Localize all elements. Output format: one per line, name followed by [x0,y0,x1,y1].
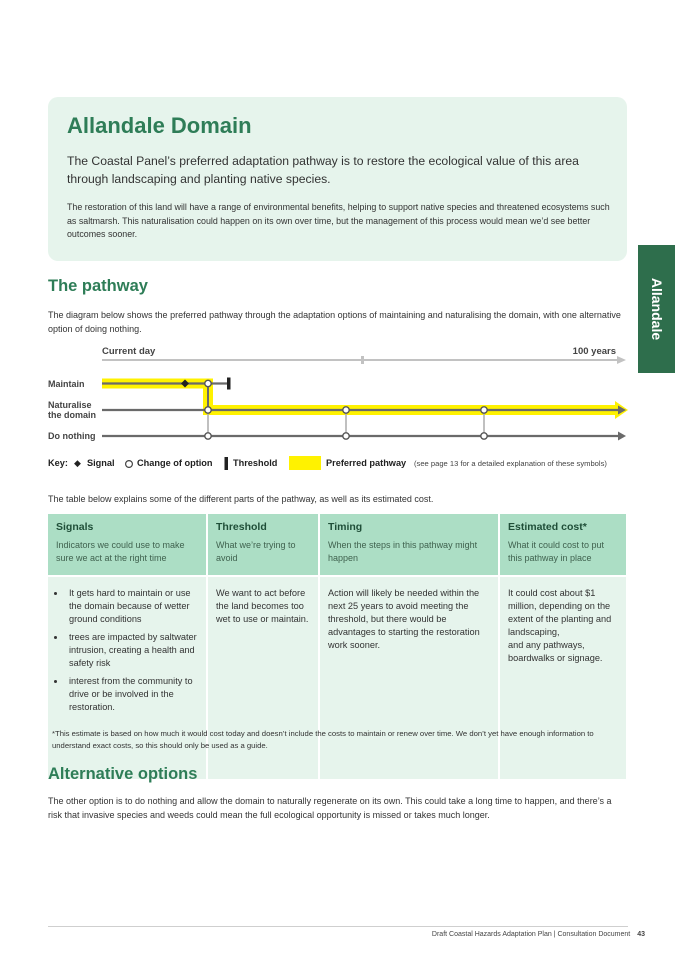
footer [432,931,645,938]
alternatives-text: The other option is to do nothing and allow the domain to naturally regenerate on its own. This could take a long time to happen, and there’s a risk that invasive species and weeds could mean the full ecological opportunity is missed or takes much longer. [48,796,612,820]
alternatives-heading: Alternative options [48,765,198,783]
side-tab-label: Allandale [648,277,665,341]
intro-body: The restoration of this land will have a range of environmental benefits, helping to support native species and threatened ecosystems such as saltmarsh. This naturalisation could happen on its own over time, but the management of this process would mean we’d see better outcomes sooner. [67,202,610,239]
intro-box [48,97,627,261]
maintain-threshold-bar [227,378,231,390]
intro-lead: The Coastal Panel’s preferred adaptation pathway is to restore the ecological value of this area through landscaping and planting native species. [67,154,579,186]
row-label-maintain: Maintain [48,379,85,389]
key-note: (see page 13 for a detailed explanation of these symbols) [414,459,607,468]
change-option-circle [205,433,211,439]
timeline-arrowhead [617,356,626,364]
timeline-end-label: 100 years [572,346,616,357]
key-change-label: Change of option [137,458,213,468]
table-header-timing: Timing When the steps in this pathway might happen [320,514,498,575]
timing-cell: Action will likely be needed within the next 25 years to avoid meeting the threshold, but there would be advantages to starting the restoration work sooner. [320,577,498,779]
preferred-pathway-swatch [289,456,321,470]
cost-text-1: It could cost about $1 million, depending on the extent of the planting and landscaping, [508,588,612,637]
signal-diamond-icon: ◆ [74,458,82,468]
page-title: Allandale Domain [67,113,252,138]
timeline-midpoint-tick [361,356,364,364]
footer-doc-title: Draft Coastal Hazards Adaptation Plan | Consultation Document [431,931,631,938]
page-number: 43 [637,931,645,938]
table-header-signals: Signals Indicators we could use to make sure we act at the right time [48,514,206,575]
table-header-threshold: Threshold What we’re trying to avoid [208,514,318,575]
change-option-circle-icon [124,456,134,472]
row-label-do-nothing: Do nothing [48,431,96,441]
change-option-circle [343,407,349,413]
key-label: Key: [48,458,68,468]
do-nothing-arrowhead [618,432,626,441]
key-signal-label: Signal [87,458,115,468]
pathway-description: The diagram below shows the preferred pathway through the adaptation options of maintaining and naturalising the domain, with one alternative option of doing nothing. [48,310,621,334]
section-side-tab [638,245,675,373]
pathway-heading: The pathway [48,277,148,295]
row-label-naturalise-line1: Naturalise [48,400,92,410]
row-label-naturalise-line2: the domain [48,410,97,420]
key-preferred-label: Preferred pathway [326,458,407,468]
threshold-bar-icon [224,457,229,472]
signal-item: • It gets hard to maintain or use the domain because of wetter ground conditions [66,587,198,626]
change-option-circle [343,433,349,439]
change-option-circle [205,380,211,386]
pathway-diagram [48,343,633,445]
change-option-circle [205,407,211,413]
key-threshold-label: Threshold [233,458,278,468]
cost-text-2: and any pathways, boardwalks or signage. [508,640,603,663]
table-header-cost: Estimated cost* What it could cost to put this pathway in place [500,514,626,575]
change-option-circle [481,433,487,439]
signal-item: • interest from the community to drive or be involved in the restoration. [66,675,198,714]
change-option-circle [481,407,487,413]
signal-item: • trees are impacted by saltwater intrusion, creating a health and safety risk [66,631,198,670]
diagram-key [48,456,638,472]
timeline-start-label: Current day [102,346,156,357]
footer-divider [48,926,628,927]
table-intro: The table below explains some of the different parts of the pathway, as well as its estimated cost. [48,494,434,504]
threshold-cell: We want to act before the land becomes too wet to use or maintain. [208,577,318,779]
cost-footnote: *This estimate is based on how much it would cost today and doesn’t include the costs to maintain or renew over time. We don’t yet have enough information to understand exact costs, so this should only be used as a guide. [52,729,594,750]
